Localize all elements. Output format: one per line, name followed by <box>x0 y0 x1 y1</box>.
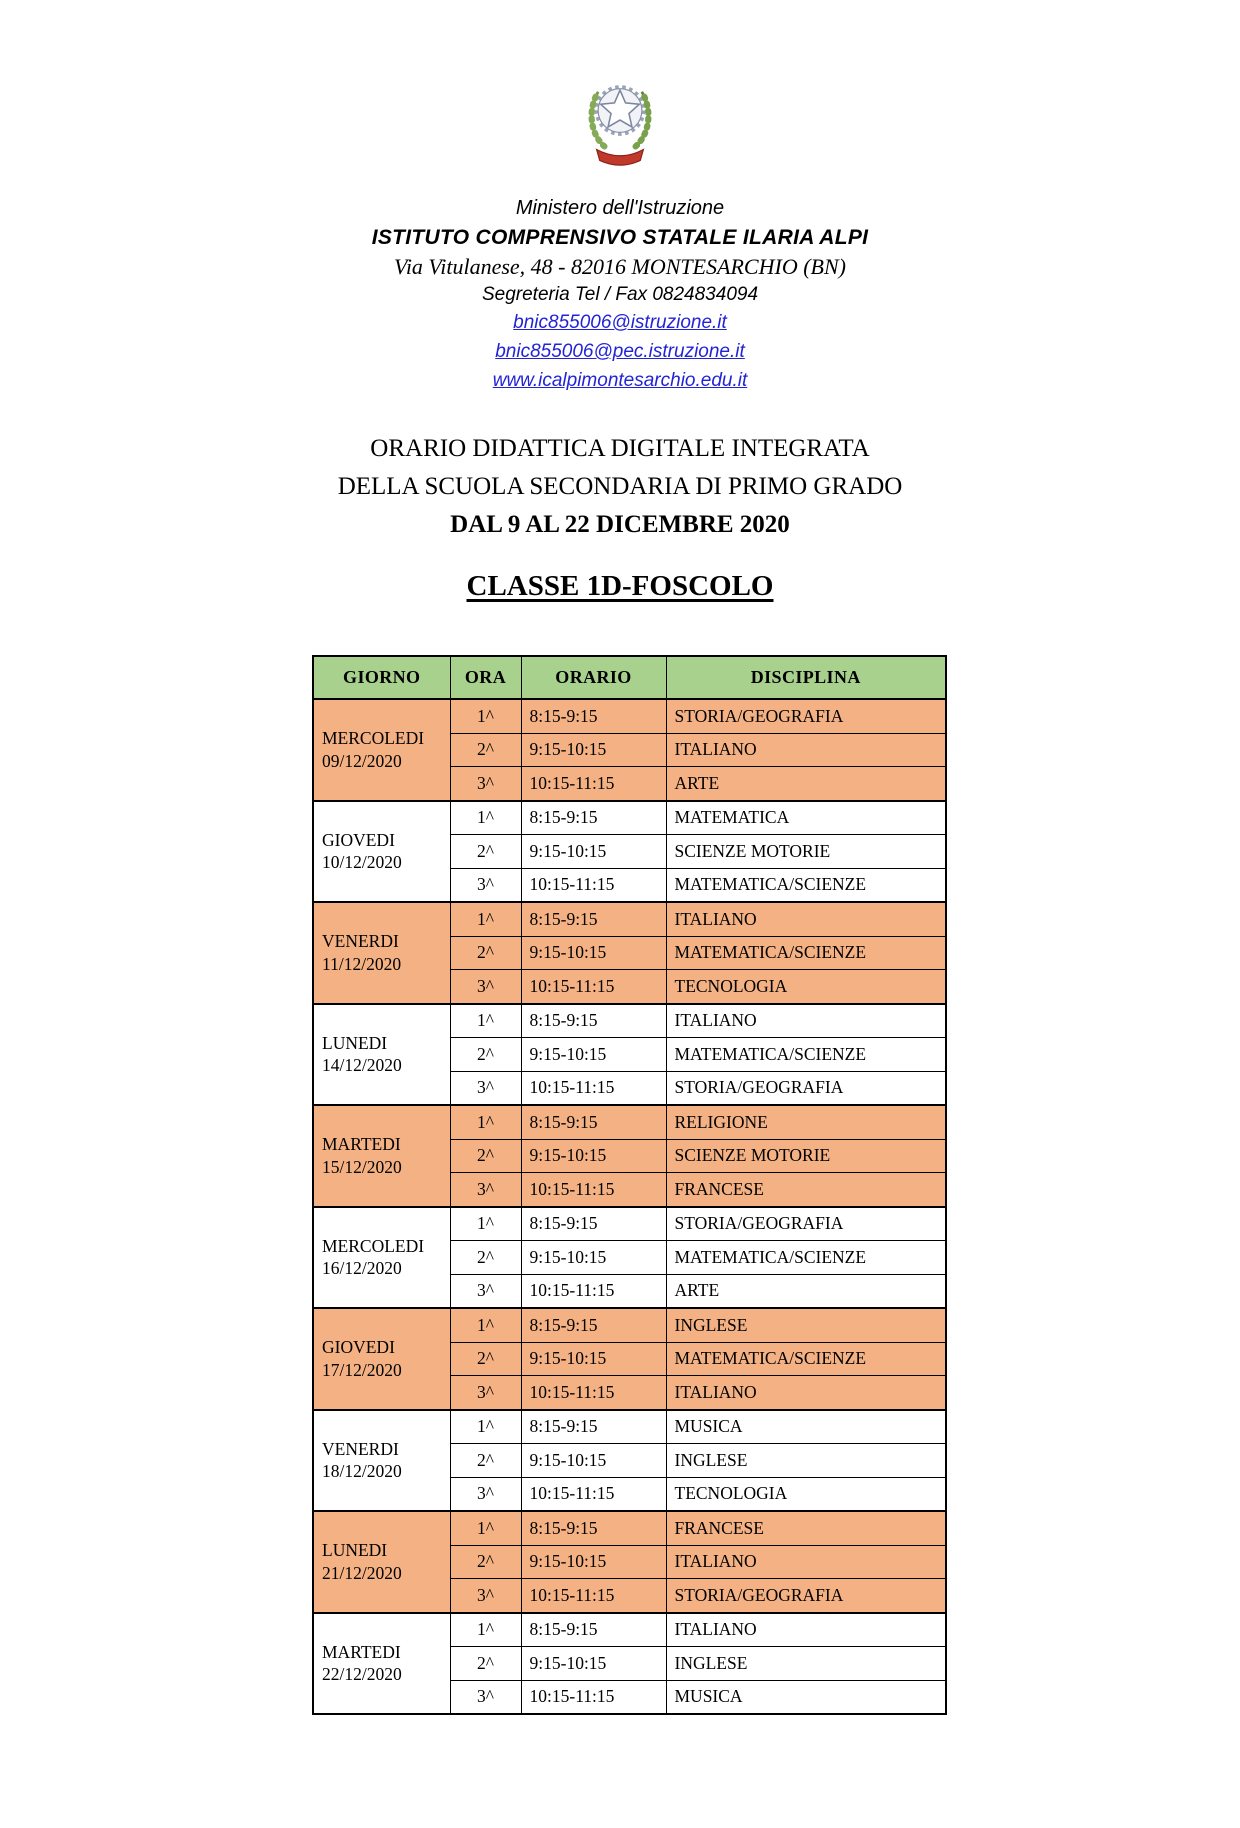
institute-phone: Segreteria Tel / Fax 0824834094 <box>481 284 759 305</box>
ora-cell: 2^ <box>450 733 521 767</box>
column-header-ora: ORA <box>450 656 521 699</box>
ora-cell: 1^ <box>450 1308 521 1342</box>
orario-cell: 10:15-11:15 <box>521 970 666 1004</box>
disciplina-cell: TECNOLOGIA <box>666 1477 946 1511</box>
column-header-disciplina: DISCIPLINA <box>666 656 946 699</box>
ora-cell: 3^ <box>450 868 521 902</box>
ora-cell: 2^ <box>450 835 521 869</box>
day-name: LUNEDI <box>322 1540 388 1560</box>
ora-cell: 2^ <box>450 1241 521 1275</box>
day-cell <box>313 1308 450 1410</box>
day-date: 22/12/2020 <box>322 1664 402 1685</box>
ora-cell: 2^ <box>450 1647 521 1681</box>
orario-cell: 9:15-10:15 <box>521 1139 666 1173</box>
orario-cell: 9:15-10:15 <box>521 936 666 970</box>
ora-cell: 3^ <box>450 1477 521 1511</box>
orario-cell: 10:15-11:15 <box>521 1376 666 1410</box>
ora-cell: 3^ <box>450 1173 521 1207</box>
day-name: GIOVEDI <box>322 829 395 850</box>
day-cell <box>313 1105 450 1207</box>
orario-cell: 8:15-9:15 <box>521 1105 666 1139</box>
disciplina-cell: FRANCESE <box>666 1173 946 1207</box>
disciplina-cell: FRANCESE <box>666 1511 946 1545</box>
column-header-orario: ORARIO <box>521 656 666 699</box>
day-name: VENERDI <box>322 1438 399 1459</box>
orario-cell: 8:15-9:15 <box>521 699 666 733</box>
ora-cell: 3^ <box>450 1274 521 1308</box>
disciplina-cell: ITALIANO <box>666 1613 946 1647</box>
ora-cell: 2^ <box>450 936 521 970</box>
timetable-row <box>313 902 946 936</box>
ora-cell: 1^ <box>450 801 521 835</box>
institute-name: ISTITUTO COMPRENSIVO STATALE ILARIA ALPI <box>371 226 869 249</box>
orario-cell: 9:15-10:15 <box>521 1545 666 1579</box>
day-date: 10/12/2020 <box>322 852 402 873</box>
disciplina-cell: MUSICA <box>666 1410 946 1444</box>
orario-cell: 8:15-9:15 <box>521 1410 666 1444</box>
disciplina-cell: STORIA/GEOGRAFIA <box>666 1071 946 1105</box>
ora-cell: 2^ <box>450 1342 521 1376</box>
timetable-row <box>313 1207 946 1241</box>
ora-cell: 1^ <box>450 1004 521 1038</box>
class-title: CLASSE 1D-FOSCOLO <box>466 570 774 602</box>
day-name: VENERDI <box>322 931 399 951</box>
orario-cell: 9:15-10:15 <box>521 1647 666 1681</box>
disciplina-cell: MATEMATICA/SCIENZE <box>666 1241 946 1275</box>
timetable-row <box>313 1410 946 1444</box>
disciplina-cell: ITALIANO <box>666 1545 946 1579</box>
ora-cell: 3^ <box>450 1579 521 1613</box>
disciplina-cell: INGLESE <box>666 1444 946 1478</box>
day-date: 15/12/2020 <box>322 1156 402 1177</box>
disciplina-cell: ARTE <box>666 767 946 801</box>
day-cell <box>313 801 450 903</box>
orario-cell: 9:15-10:15 <box>521 1342 666 1376</box>
email-link[interactable]: bnic855006@istruzione.it <box>513 312 727 333</box>
day-cell <box>313 1207 450 1309</box>
disciplina-cell: ARTE <box>666 1274 946 1308</box>
disciplina-cell: MATEMATICA <box>666 801 946 835</box>
ministry-name: Ministero dell'Istruzione <box>515 197 725 219</box>
disciplina-cell: INGLESE <box>666 1308 946 1342</box>
timetable-row <box>313 1105 946 1139</box>
disciplina-cell: INGLESE <box>666 1647 946 1681</box>
day-date: 18/12/2020 <box>322 1461 402 1482</box>
disciplina-cell: ITALIANO <box>666 733 946 767</box>
schedule-title-line2: DELLA SCUOLA SECONDARIA DI PRIMO GRADO <box>337 473 903 500</box>
disciplina-cell: ITALIANO <box>666 902 946 936</box>
disciplina-cell: MUSICA <box>666 1680 946 1714</box>
timetable-row <box>313 801 946 835</box>
orario-cell: 9:15-10:15 <box>521 1241 666 1275</box>
day-name: LUNEDI <box>322 1032 388 1053</box>
document-page <box>0 74 1240 1828</box>
day-cell <box>313 1511 450 1613</box>
day-cell <box>313 1613 450 1715</box>
day-cell <box>313 699 450 801</box>
orario-cell: 9:15-10:15 <box>521 1038 666 1072</box>
orario-cell: 9:15-10:15 <box>521 835 666 869</box>
disciplina-cell: MATEMATICA/SCIENZE <box>666 868 946 902</box>
timetable-header-row <box>313 656 946 699</box>
ora-cell: 3^ <box>450 1071 521 1105</box>
institution-header <box>0 194 1240 396</box>
disciplina-cell: MATEMATICA/SCIENZE <box>666 936 946 970</box>
ora-cell: 3^ <box>450 1376 521 1410</box>
day-cell <box>313 1410 450 1512</box>
disciplina-cell: RELIGIONE <box>666 1105 946 1139</box>
ora-cell: 1^ <box>450 1207 521 1241</box>
ora-cell: 2^ <box>450 1545 521 1579</box>
italian-republic-emblem-icon <box>581 74 659 172</box>
day-cell <box>313 1004 450 1106</box>
ora-cell: 3^ <box>450 970 521 1004</box>
ora-cell: 2^ <box>450 1444 521 1478</box>
timetable-body <box>313 699 946 1714</box>
disciplina-cell: STORIA/GEOGRAFIA <box>666 1207 946 1241</box>
orario-cell: 8:15-9:15 <box>521 1004 666 1038</box>
timetable-row <box>313 1511 946 1545</box>
day-name: MARTEDI <box>322 1134 401 1154</box>
orario-cell: 10:15-11:15 <box>521 1071 666 1105</box>
day-cell <box>313 902 450 1004</box>
schedule-title <box>0 430 1240 544</box>
day-date: 17/12/2020 <box>322 1359 402 1380</box>
orario-cell: 10:15-11:15 <box>521 1173 666 1207</box>
orario-cell: 8:15-9:15 <box>521 1207 666 1241</box>
orario-cell: 8:15-9:15 <box>521 1613 666 1647</box>
orario-cell: 10:15-11:15 <box>521 868 666 902</box>
orario-cell: 10:15-11:15 <box>521 1680 666 1714</box>
ora-cell: 1^ <box>450 699 521 733</box>
day-date: 14/12/2020 <box>322 1055 402 1076</box>
ora-cell: 1^ <box>450 1613 521 1647</box>
pec-email-link[interactable]: bnic855006@pec.istruzione.it <box>495 341 745 362</box>
day-date: 21/12/2020 <box>322 1562 402 1583</box>
timetable-row <box>313 1004 946 1038</box>
day-name: GIOVEDI <box>322 1337 395 1357</box>
ora-cell: 1^ <box>450 1511 521 1545</box>
timetable <box>312 655 947 1715</box>
orario-cell: 10:15-11:15 <box>521 1579 666 1613</box>
schedule-title-dates: DAL 9 AL 22 DICEMBRE 2020 <box>450 511 790 538</box>
timetable-row <box>313 1613 946 1647</box>
disciplina-cell: ITALIANO <box>666 1376 946 1410</box>
timetable-row <box>313 699 946 733</box>
website-link[interactable]: www.icalpimontesarchio.edu.it <box>492 370 748 391</box>
ora-cell: 2^ <box>450 1139 521 1173</box>
orario-cell: 10:15-11:15 <box>521 1477 666 1511</box>
day-date: 11/12/2020 <box>322 953 402 974</box>
ora-cell: 3^ <box>450 1680 521 1714</box>
ora-cell: 1^ <box>450 902 521 936</box>
disciplina-cell: STORIA/GEOGRAFIA <box>666 1579 946 1613</box>
day-date: 16/12/2020 <box>322 1258 402 1279</box>
day-name: MERCOLEDI <box>322 1235 425 1256</box>
ora-cell: 2^ <box>450 1038 521 1072</box>
column-header-giorno: GIORNO <box>313 656 450 699</box>
orario-cell: 8:15-9:15 <box>521 902 666 936</box>
disciplina-cell: MATEMATICA/SCIENZE <box>666 1038 946 1072</box>
disciplina-cell: TECNOLOGIA <box>666 970 946 1004</box>
ora-cell: 1^ <box>450 1105 521 1139</box>
institute-address: Via Vitulanese, 48 - 82016 MONTESARCHIO (BN) <box>394 254 846 279</box>
orario-cell: 9:15-10:15 <box>521 733 666 767</box>
schedule-title-line1: ORARIO DIDATTICA DIGITALE INTEGRATA <box>370 435 870 462</box>
day-name: MERCOLEDI <box>322 728 425 748</box>
orario-cell: 10:15-11:15 <box>521 767 666 801</box>
orario-cell: 10:15-11:15 <box>521 1274 666 1308</box>
ora-cell: 1^ <box>450 1410 521 1444</box>
orario-cell: 8:15-9:15 <box>521 801 666 835</box>
disciplina-cell: SCIENZE MOTORIE <box>666 835 946 869</box>
disciplina-cell: STORIA/GEOGRAFIA <box>666 699 946 733</box>
disciplina-cell: MATEMATICA/SCIENZE <box>666 1342 946 1376</box>
timetable-row <box>313 1308 946 1342</box>
disciplina-cell: SCIENZE MOTORIE <box>666 1139 946 1173</box>
ora-cell: 3^ <box>450 767 521 801</box>
orario-cell: 9:15-10:15 <box>521 1444 666 1478</box>
day-name: MARTEDI <box>322 1641 401 1662</box>
day-date: 09/12/2020 <box>322 750 402 771</box>
orario-cell: 8:15-9:15 <box>521 1308 666 1342</box>
orario-cell: 8:15-9:15 <box>521 1511 666 1545</box>
disciplina-cell: ITALIANO <box>666 1004 946 1038</box>
